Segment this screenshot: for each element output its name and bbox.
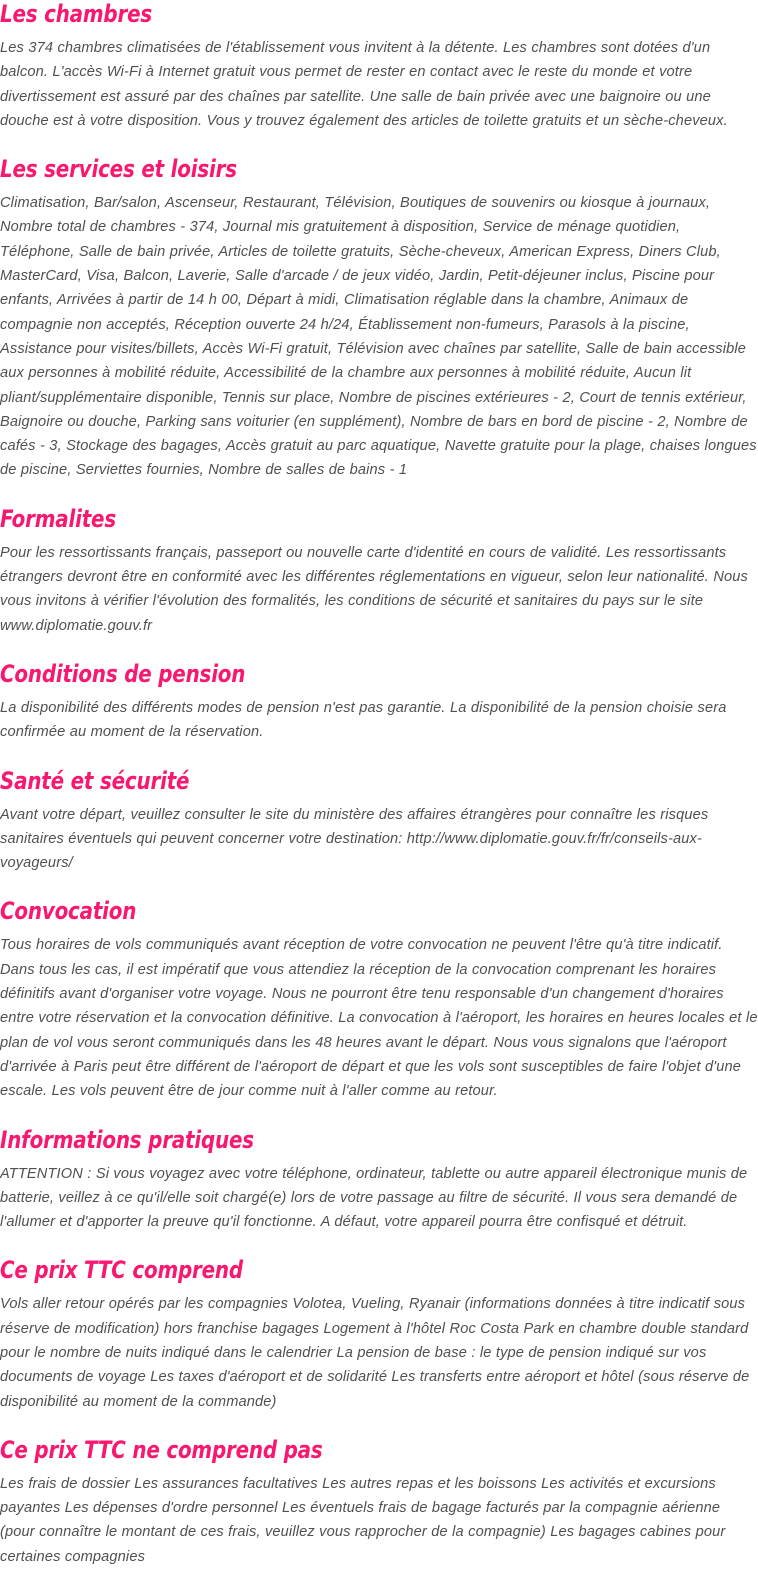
section-paragraph: Climatisation, Bar/salon, Ascenseur, Restaurant, Télévision, Boutiques de souvenirs ou kiosque à journaux, Nombre total de chambres - 374, Journal mis gratuitement à disposition, Service de ménage quotidien, Téléphone, Salle de bain privée, Articles de toilette gratuits, Sèche-cheveux, American Express, Diners Club, MasterCard, Visa, Balcon, Laverie, Salle d'arcade / de jeux vidéo, Jardin, Petit-déjeuner inclus, Piscine pour enfants, Arrivées à partir de 14 h 00, Départ à midi, Climatisation réglable dans la chambre, Animaux de compagnie non acceptés, Réception ouverte 24 h/24, Établissement non-fumeurs, Parasols à la piscine, Assistance pour visites/billets, Accès Wi-Fi gratuit, Télévision avec chaînes par satellite, Salle de bain accessible aux personnes à mobilité réduite, Accessibilité de la chambre aux personnes à mobilité réduite, Aucun lit pliant/supplémentaire disponible, Tennis sur place, Nombre de piscines extérieures - 2, Court de tennis extérieur, Baignoire ou douche, Parking sans voiturier (en supplément), Nombre de bars en bord de piscine - 2, Nombre de cafés - 3, Stockage des bagages, Accès gratuit au parc aquatique, Navette gratuite pour la plage, chaises longues de piscine, Serviettes fournies, Nombre de salles de bains - 1 [0, 195, 757, 479]
section-les-chambres [0, 0, 758, 133]
section-paragraph: La disponibilité des différents modes de pension n'est pas garantie. La disponibilité de la pension choisie sera confirmée au moment de la réservation. [0, 699, 727, 741]
section-heading: Convocation [0, 897, 137, 926]
section-informations-pratiques [0, 1126, 758, 1235]
section-ce-prix-ttc-comprend [0, 1256, 758, 1413]
section-paragraph: Pour les ressortissants français, passeport ou nouvelle carte d'identité en cours de validité. Les ressortissants étrangers devront être en conformité avec les différentes réglementations en vigueur, selon leur nationalité. Nous vous invitons à vérifier l'évolution des formalités, les conditions de sécurité et sanitaires du pays sur le site www.diplomatie.gouv.fr [0, 544, 748, 634]
section-heading: Ce prix TTC comprend [0, 1256, 243, 1285]
section-formalites [0, 505, 758, 638]
section-paragraph: Vols aller retour opérés par les compagnies Volotea, Vueling, Ryanair (informations données à titre indicatif sous réserve de modification) hors franchise bagages Logement à l'hôtel Roc Costa Park en chambre double standard pour le nombre de nuits indiqué dans le calendrier La pension de base : le type de pension indiqué sur vos documents de voyage Les taxes d'aéroport et de solidarité Les transferts entre aéroport et hôtel (sous réserve de disponibilité au moment de la commande) [0, 1296, 750, 1410]
section-heading: Conditions de pension [0, 659, 246, 688]
section-ce-prix-ttc-ne-comprend-pas [0, 1436, 758, 1569]
section-heading: Santé et sécurité [0, 766, 190, 795]
section-les-services-et-loisirs [0, 155, 758, 483]
section-heading: Informations pratiques [0, 1125, 254, 1154]
section-heading: Les services et loisirs [0, 155, 237, 184]
section-paragraph: ATTENTION : Si vous voyagez avec votre téléphone, ordinateur, tablette ou autre appareil électronique munis de batterie, veillez à ce qu'il/elle soit chargé(e) lors de votre passage au filtre de sécurité. Il vous sera demandé de l'allumer et d'apporter la preuve qu'il fonctionne. A défaut, votre appareil pourra être confisqué et détruit. [0, 1165, 748, 1231]
section-heading: Formalites [0, 504, 116, 533]
section-paragraph: Avant votre départ, veuillez consulter le site du ministère des affaires étrangères pour connaître les risques sanitaires éventuels qui peuvent concerner votre destination: http://www.diplomatie.gouv.fr/fr/conseils-aux-voyageurs/ [0, 806, 709, 872]
section-paragraph: Les 374 chambres climatisées de l'établissement vous invitent à la détente. Les chambres sont dotées d'un balcon. L'accès Wi-Fi à Internet gratuit vous permet de rester en contact avec le reste du monde et votre divertissement est assuré par des chaînes par satellite. Une salle de bain privée avec une baignoire ou une douche est à votre disposition. Vous y trouvez également des articles de toilette gratuits et un sèche-cheveux. [0, 40, 728, 129]
section-heading: Les chambres [0, 0, 153, 28]
section-convocation [0, 897, 758, 1103]
section-paragraph: Tous horaires de vols communiqués avant réception de votre convocation ne peuvent l'être qu'à titre indicatif. Dans tous les cas, il est impératif que vous attendiez la réception de la convocation comprenant les horaires définitifs avant d'organiser votre voyage. Nous ne pourront être tenu responsable d'un changement d'horaires entre votre réservation et la convocation définitive. La convocation à l'aéroport, les horaires en heures locales et le plan de vol vous seront communiqués dans les 48 heures avant le départ. Nous vous signalons que l'aéroport d'arrivée à Paris peut être différent de l'aéroport de départ et que les vols sont susceptibles de faire l'objet d'une escale. Les vols peuvent être de jour comme nuit à l'aller comme au retour. [0, 937, 758, 1100]
section-heading: Ce prix TTC ne comprend pas [0, 1435, 323, 1464]
section-sante-et-securite [0, 767, 758, 876]
section-conditions-de-pension [0, 660, 758, 745]
section-paragraph: Les frais de dossier Les assurances facultatives Les autres repas et les boissons Les activités et excursions payantes Les dépenses d'ordre personnel Les éventuels frais de bagage facturés par la compagnie aérienne (pour connaître le montant de ces frais, veuillez vous rapprocher de la compagnie) Les bagages cabines pour certaines compagnies [0, 1475, 726, 1565]
